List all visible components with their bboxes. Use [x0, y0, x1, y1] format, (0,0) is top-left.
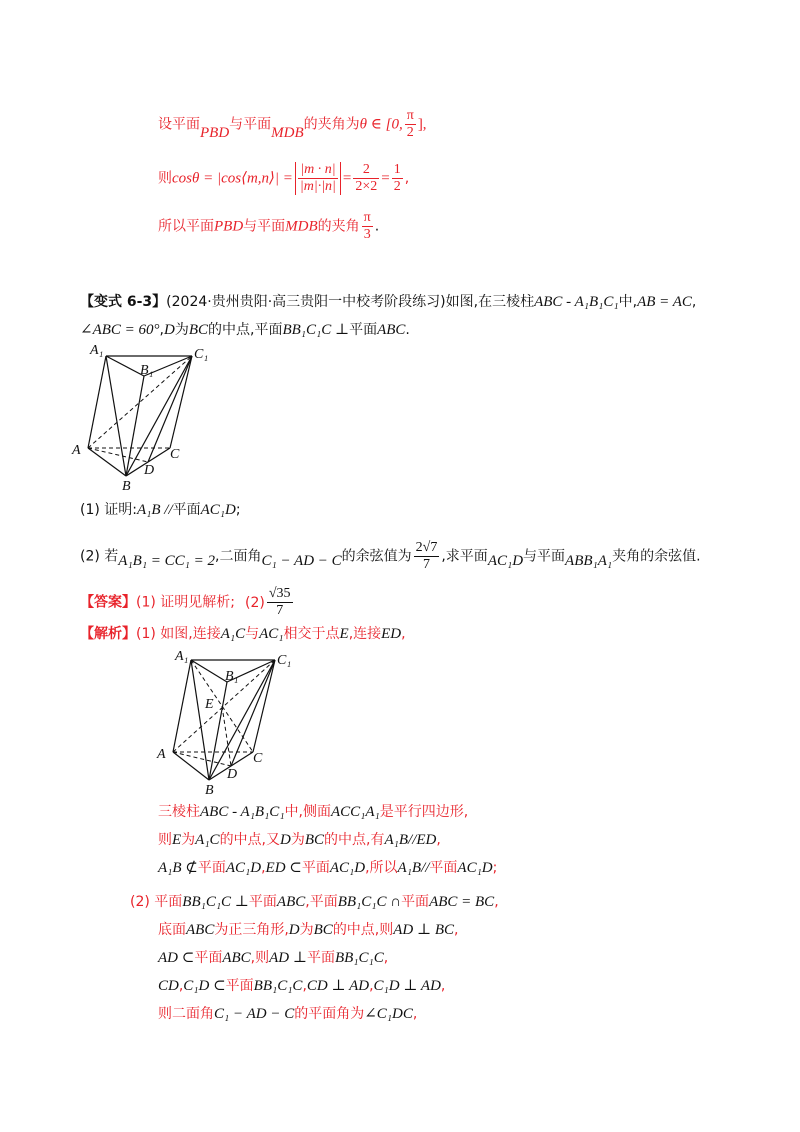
expr: AD ⊥ — [269, 950, 307, 966]
frac-sqrt35-7 — [267, 586, 293, 619]
text: 为正三角形, — [214, 922, 289, 938]
label-b1: B₁ — [225, 669, 239, 684]
expr: C₁D ⊥ AD — [373, 978, 441, 994]
prism: ABC - A₁B₁C₁ — [200, 804, 285, 820]
text: 的中点,则 — [332, 922, 394, 938]
text: ,平面 — [305, 894, 338, 910]
text: , — [454, 922, 459, 938]
num: 2 — [353, 162, 379, 179]
text: ; — [235, 502, 241, 518]
analysis-tag: 【解析】 — [80, 626, 136, 642]
range: θ ∈ [0, — [359, 116, 403, 133]
text: 与平面 — [523, 548, 566, 565]
text: , — [159, 322, 164, 338]
plane-pbd: PBD — [200, 124, 230, 141]
text: 的中点,平面 — [208, 322, 283, 338]
text: 平面 — [306, 950, 335, 966]
text: 则 — [158, 832, 172, 848]
problem-tag: 【变式 6-3】 — [80, 294, 167, 310]
text: , — [383, 950, 389, 966]
text: 的中点,又 — [219, 832, 281, 848]
den: |m|·|n| — [299, 179, 336, 194]
text: (1) 证明: — [80, 502, 137, 518]
point-d: D — [288, 922, 300, 938]
num: π — [363, 210, 371, 225]
text: 的余弦值为 — [341, 548, 412, 565]
text: (2) 平面 — [130, 894, 183, 910]
expr: ABC = BC — [429, 894, 495, 910]
expr: A₁B// — [397, 860, 430, 876]
condition: AB = AC — [637, 294, 692, 310]
seg-a1c: A₁C — [195, 832, 220, 848]
text: 平面 — [429, 860, 458, 876]
answer-line — [80, 586, 295, 619]
den: 2 — [406, 125, 414, 140]
problem-source: (2024·贵州贵阳·高三贵阳一中校考阶段练习)如图,在三棱柱 — [166, 294, 535, 310]
question-1 — [80, 500, 241, 520]
expr: AD ⊂ — [158, 950, 195, 966]
expr: A₁B // — [137, 502, 173, 518]
text: , — [412, 1006, 418, 1022]
face: ACC₁A₁ — [330, 804, 380, 820]
text: 相交于点 — [283, 626, 340, 642]
seg-bc: BC — [188, 322, 208, 338]
text: = — [342, 170, 352, 187]
text: , — [440, 978, 446, 994]
text: 设平面 — [158, 116, 200, 133]
label-b1: B₁ — [140, 363, 154, 378]
text: , — [494, 894, 499, 910]
den: 2×2 — [355, 179, 378, 194]
text: ,二面角 — [215, 548, 262, 565]
num: π — [406, 108, 414, 123]
point-e: E — [172, 832, 182, 848]
expr: A₁B ⊄ — [158, 860, 198, 876]
text: 平面 — [401, 894, 430, 910]
frac-mn — [295, 162, 341, 195]
text: 则 — [158, 170, 172, 187]
prism: ABC - A₁B₁C₁ — [534, 294, 619, 310]
text: 是平行四边形, — [379, 804, 469, 820]
plane-abc: ABC — [377, 322, 406, 338]
text: 夹角的余弦值. — [612, 548, 701, 565]
text: ,连接 — [348, 626, 382, 642]
expr: C₁D ⊂ — [183, 978, 226, 994]
plane-ac1d: AC₁D — [487, 552, 524, 569]
problem-line-2 — [80, 320, 410, 340]
text: ; — [492, 860, 498, 876]
text: 平面 — [248, 894, 277, 910]
text: 平面 — [349, 322, 378, 338]
text: 与平面 — [243, 218, 286, 235]
text: = — [381, 170, 390, 187]
plane-mdb: MDB — [285, 218, 318, 235]
text: (2) — [245, 594, 265, 611]
den: 7 — [276, 603, 284, 618]
text: 则二面角 — [158, 1006, 214, 1022]
plane: BB₁C₁C — [253, 978, 303, 994]
answer-tag: 【答案】 — [80, 594, 136, 611]
analysis-line-9 — [158, 1004, 417, 1024]
label-d: D — [227, 767, 238, 782]
label-c: C — [253, 751, 263, 766]
text: , — [691, 294, 697, 310]
frac-1-2 — [392, 162, 403, 195]
line-cos — [158, 162, 409, 195]
text: , — [261, 860, 266, 876]
text: 的夹角为 — [303, 116, 360, 133]
expr: BB₁C₁C ⊥ — [182, 894, 249, 910]
text: . — [374, 218, 380, 235]
num: 2√7 — [415, 540, 438, 555]
label-b: B — [205, 783, 214, 798]
point-d: D — [280, 832, 291, 848]
text: 平面 — [194, 950, 223, 966]
text: 为 — [174, 322, 189, 338]
label-a1: A₁ — [90, 343, 104, 358]
text: 为 — [299, 922, 314, 938]
text: 与平面 — [229, 116, 272, 133]
label-c1: C₁ — [277, 653, 292, 668]
analysis-line-7 — [158, 948, 388, 968]
plane: AC₁D — [457, 860, 493, 876]
text: 平面 — [197, 860, 226, 876]
text: 所以平面 — [158, 218, 214, 235]
text: 的平面角为 — [294, 1006, 365, 1022]
expr: ED ⊂ — [265, 860, 302, 876]
plane: BB₁C₁C ⊥ — [282, 322, 350, 338]
point-e: E — [339, 626, 349, 642]
problem-line-1 — [80, 292, 696, 312]
plane: AC₁D — [225, 860, 262, 876]
text: 的中点,有 — [324, 832, 385, 848]
text: , — [404, 170, 410, 187]
plane: AC₁D — [329, 860, 366, 876]
analysis-line-4 — [158, 858, 497, 878]
text: ,所以 — [365, 860, 398, 876]
text: , — [436, 832, 441, 848]
den: 3 — [363, 227, 371, 242]
text: 平面 — [301, 860, 330, 876]
analysis-line-3 — [158, 830, 441, 850]
question-2 — [80, 540, 701, 573]
cos-expr: cosθ = |cos⟨m,n⟩| = — [172, 170, 293, 187]
angle: ∠C₁DC — [364, 1006, 413, 1022]
prism-figure-1 — [70, 342, 220, 492]
expr: CD ⊥ AD — [306, 978, 370, 994]
expr: AD ⊥ BC — [393, 922, 455, 938]
label-c1: C₁ — [194, 347, 209, 362]
text: , — [401, 626, 406, 642]
plane: BB₁C₁C — [334, 950, 384, 966]
text: , — [369, 978, 374, 994]
analysis-line-6 — [158, 920, 459, 940]
label-b: B — [122, 479, 131, 492]
text: 为 — [181, 832, 196, 848]
condition: A₁B₁ = CC₁ = 2 — [118, 552, 216, 569]
pi-over-3 — [362, 210, 373, 243]
dihedral: C₁ − AD − C — [214, 1006, 295, 1022]
text: , — [302, 978, 307, 994]
pi-over-2 — [405, 108, 416, 141]
num: |m · n| — [298, 162, 338, 179]
plane-abb1a1: ABB₁A₁ — [565, 552, 613, 569]
label-a: A — [72, 443, 81, 458]
text: 的夹角 — [317, 218, 360, 235]
text: 中, — [618, 294, 638, 310]
text: ], — [417, 116, 427, 133]
line-angle-def — [158, 108, 427, 141]
seg-ac1: AC₁ — [259, 626, 284, 642]
expr: BB₁C₁C ∩ — [337, 894, 402, 910]
plane-pbd: PBD — [214, 218, 244, 235]
text: 平面 — [172, 502, 201, 518]
text: 为 — [290, 832, 305, 848]
parallel: A₁B//ED — [384, 832, 437, 848]
plane-ac1d: AC₁D — [200, 502, 236, 518]
label-a: A — [157, 747, 166, 762]
plane: ABC — [186, 922, 215, 938]
angle: ∠ABC = 60° — [80, 322, 160, 338]
text: 平面 — [225, 978, 254, 994]
analysis-line-8 — [158, 976, 445, 996]
text: (2) 若 — [80, 548, 119, 565]
text: (1) 如图,连接 — [136, 626, 221, 642]
analysis-line-1 — [80, 624, 406, 644]
analysis-line-2 — [158, 802, 468, 822]
text: 中,侧面 — [284, 804, 331, 820]
seg-a1c: A₁C — [220, 626, 246, 642]
seg-bc: BC — [304, 832, 325, 848]
dihedral: C₁ − AD − C — [261, 552, 342, 569]
den: 2 — [393, 179, 401, 194]
text: . — [405, 322, 410, 338]
point-d: D — [163, 322, 175, 338]
text: 与 — [245, 626, 260, 642]
prism-figure-2 — [155, 648, 305, 798]
frac-2-4 — [353, 162, 379, 195]
label-e: E — [205, 697, 214, 712]
label-c: C — [170, 447, 180, 462]
analysis-line-5 — [130, 892, 499, 912]
text: 三棱柱 — [158, 804, 200, 820]
den: 7 — [423, 557, 431, 572]
num: 1 — [393, 162, 401, 177]
line-conclusion — [158, 210, 379, 243]
seg-ed: ED — [381, 626, 402, 642]
text: 底面 — [158, 922, 186, 938]
text: (1) 证明见解析; — [136, 594, 235, 611]
frac-2sqrt7-7 — [414, 540, 440, 573]
seg-bc: BC — [313, 922, 333, 938]
label-d: D — [144, 463, 155, 478]
num: √35 — [268, 586, 291, 601]
plane: ABC — [222, 950, 251, 966]
label-a1: A₁ — [175, 649, 189, 664]
seg-cd: CD — [158, 978, 179, 994]
text: , — [178, 978, 184, 994]
text: ,求平面 — [441, 548, 488, 565]
plane-mdb: MDB — [271, 124, 304, 141]
plane: ABC — [276, 894, 306, 910]
text: ,则 — [250, 950, 270, 966]
